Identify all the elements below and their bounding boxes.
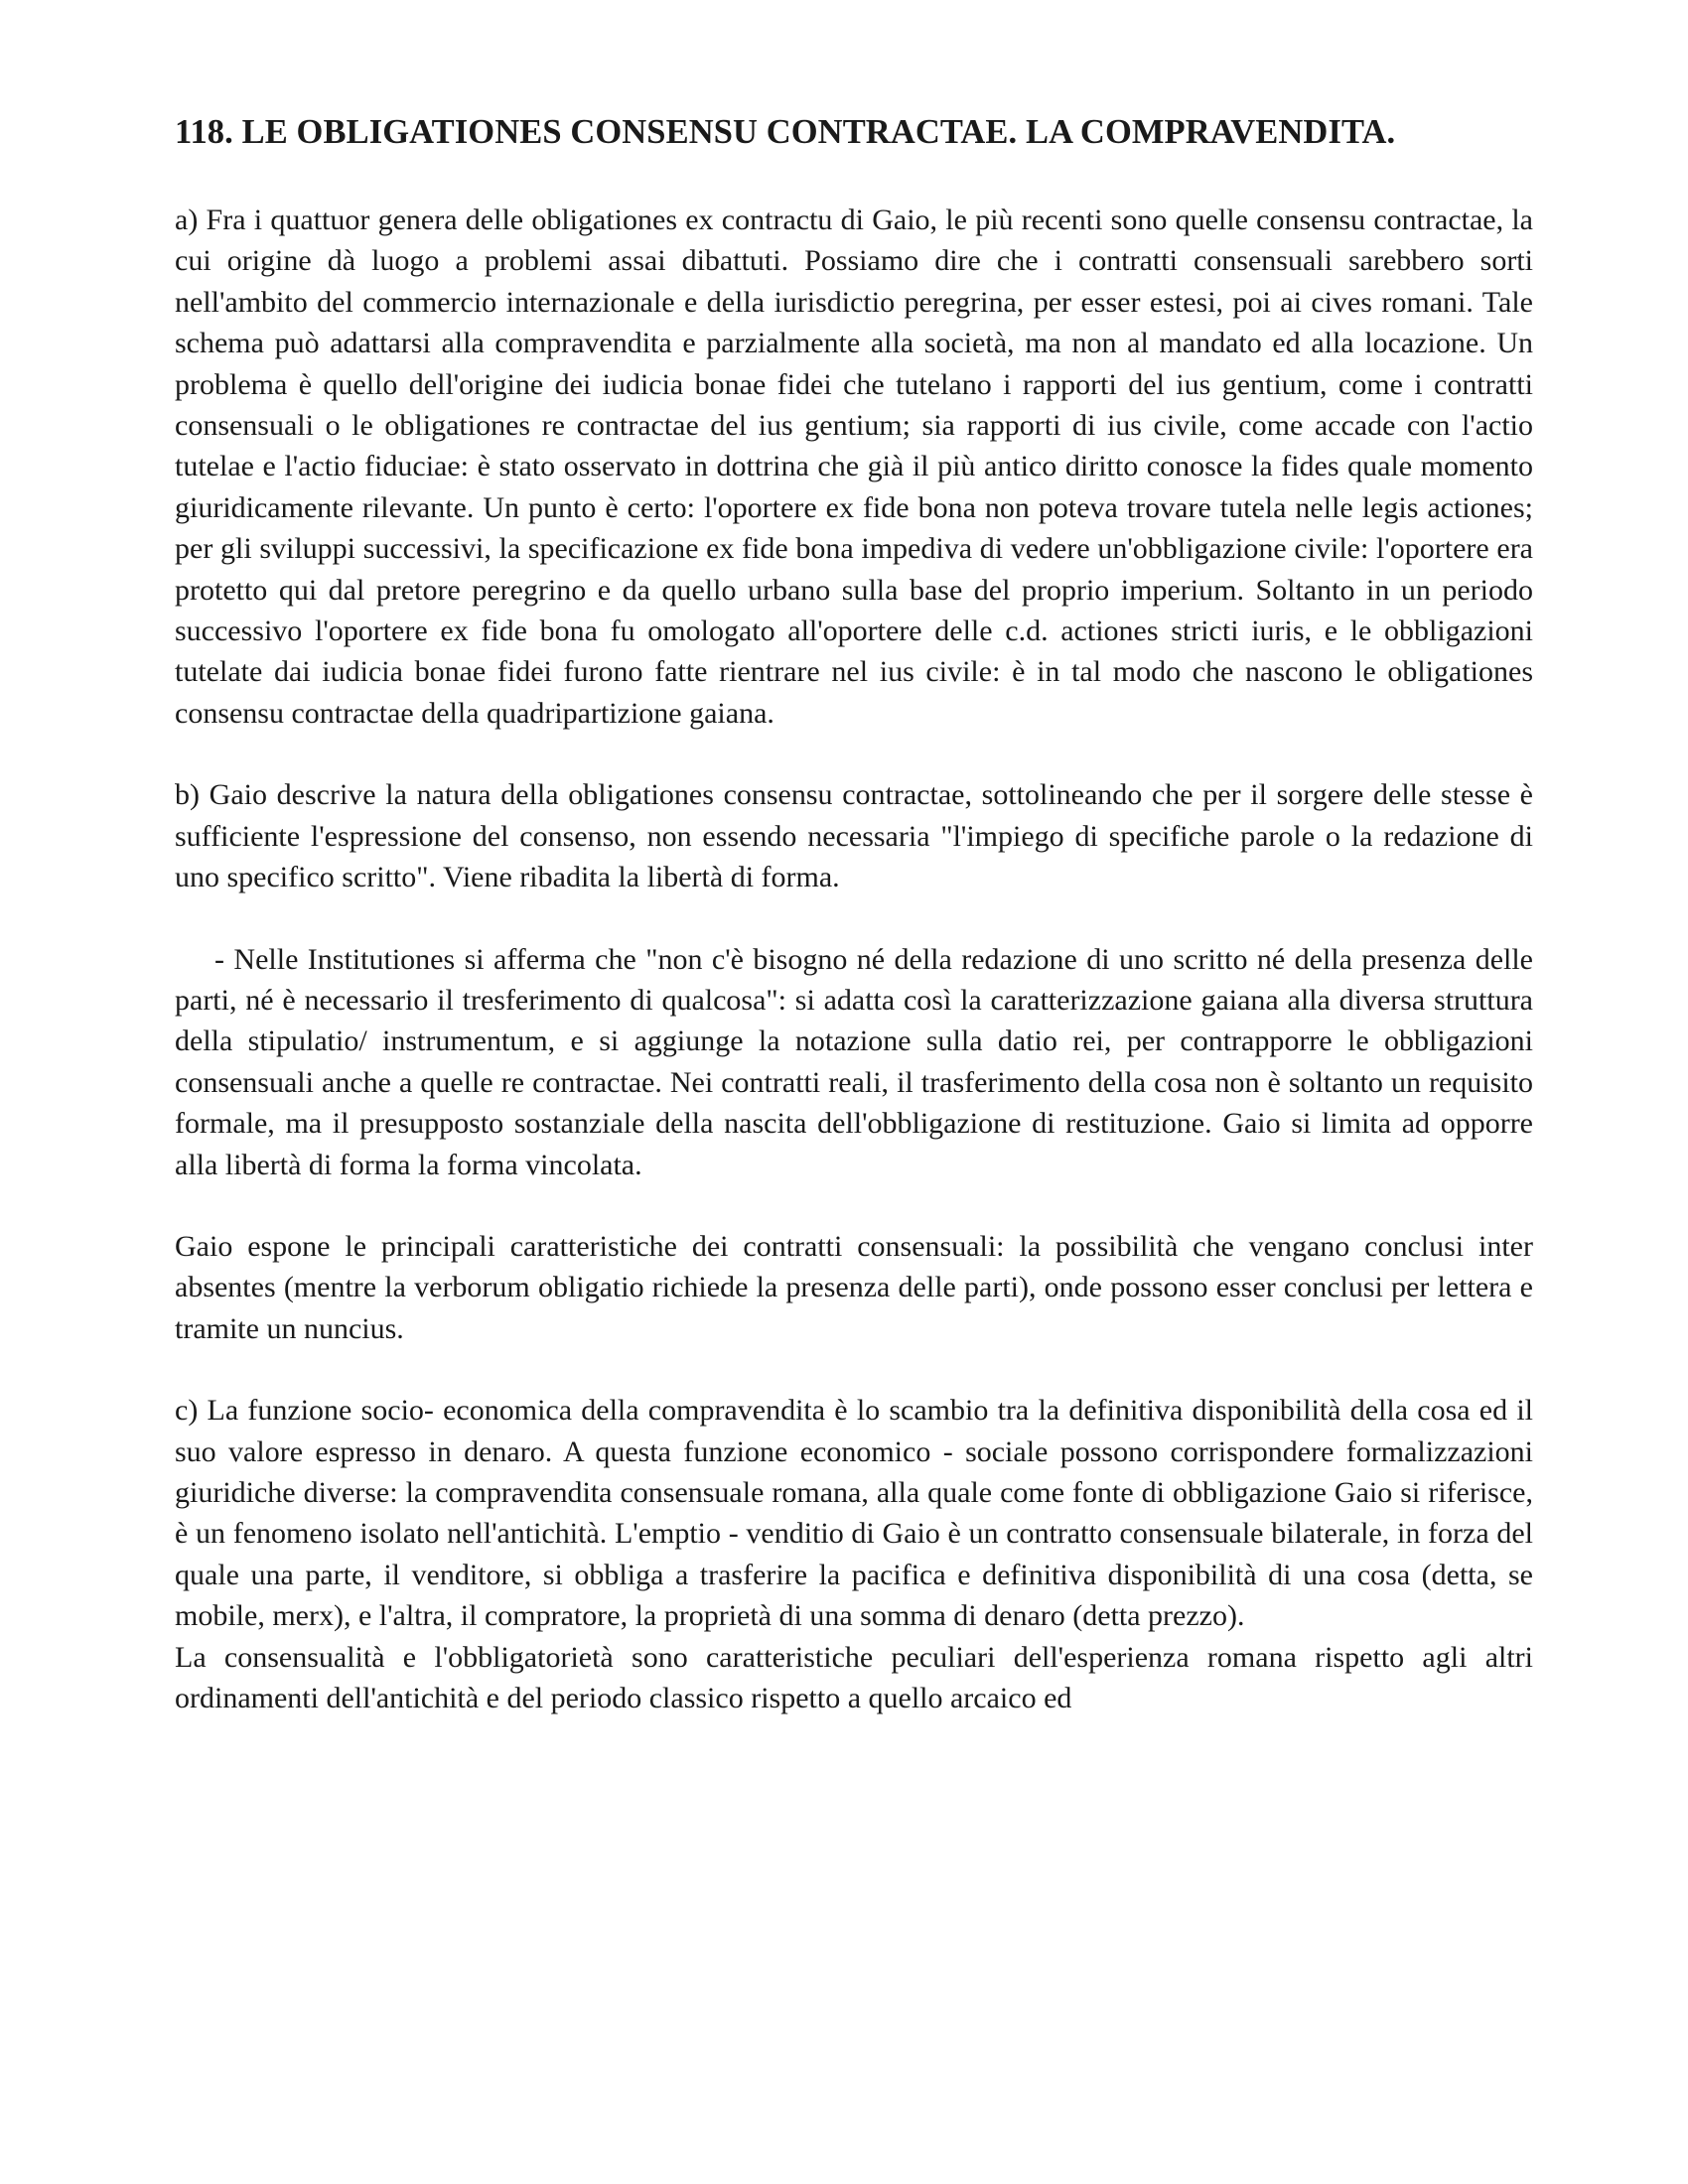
paragraph-gap (175, 1349, 1533, 1390)
paragraph-c: c) La funzione socio- economica della compravendita è lo scambio tra la definitiva disponibilità della cosa ed il suo valore espresso in denaro. A questa funzione economico - sociale possono corrispondere formalizzazioni giuridiche diverse: la compravendita consensuale romana, alla quale come fonte di obbligazione Gaio si riferisce, è un fenomeno isolato nell'antichità. L'emptio - venditio di Gaio è un contratto consensuale bilaterale, in forza del quale una parte, il venditore, si obbliga a trasferire la pacifica e definitiva disponibilità di una cosa (detta, se mobile, merx), e l'altra, il compratore, la proprietà di una somma di denaro (detta prezzo). (175, 1394, 1533, 1633)
paragraph-institutiones: - Nelle Institutiones si afferma che "non c'è bisogno né della redazione di uno scritto né della presenza delle parti, né è necessario il tresferimento di qualcosa": si adatta così la caratterizzazione gaiana alla diversa struttura della stipulatio/ instrumentum, e si aggiunge la notazione sulla datio rei, per contrapporre le obbligazioni consensuali anche a quelle re contractae. Nei contratti reali, il trasferimento della cosa non è soltanto un requisito formale, ma il presupposto sostanziale della nascita dell'obbligazione di restituzione. Gaio si limita ad opporre alla libertà di forma la forma vincolata. (175, 942, 1533, 1181)
paragraph-caratteristiche: Gaio espone le principali caratteristiche dei contratti consensuali: la possibilità che vengano conclusi inter absentes (mentre la verborum obligatio richiede la presenza delle parti), onde possono esser conclusi per lettera e tramite un nuncius. (175, 1229, 1533, 1345)
paragraph-consensualita: La consensualità e l'obbligatorietà sono caratteristiche peculiari dell'esperienza romana rispetto agli altri ordinamenti dell'antichità e del periodo classico rispetto a quello arcaico ed (175, 1640, 1533, 1714)
paragraph-gap (175, 734, 1533, 774)
paragraph-gap (175, 898, 1533, 939)
paragraph-a: a) Fra i quattuor genera delle obligationes ex contractu di Gaio, le più recenti sono quelle consensu contractae, la cui origine dà luogo a problemi assai dibattuti. Possiamo dire che i contratti consensuali sarebbero sorti nell'ambito del commercio internazionale e della iurisdictio peregrina, per esser estesi, poi ai cives romani. Tale schema può adattarsi alla compravendita e parzialmente alla società, ma non al mandato ed alla locazione. Un problema è quello dell'origine dei iudicia bonae fidei che tutelano i rapporti del ius gentium, come i contratti consensuali o le obligationes re contractae del ius gentium; sia rapporti di ius civile, come accade con l'actio tutelae e l'actio fiduciae: è stato osservato in dottrina che già il più antico diritto conosce la fides quale momento giuridicamente rilevante. Un punto è certo: l'oportere ex fide bona non poteva trovare tutela nelle legis actiones; per gli sviluppi successivi, la specificazione ex fide bona impediva di vedere un'obbligazione civile: l'oportere era protetto qui dal pretore peregrino e da quello urbano sulla base del proprio imperium. Soltanto in un periodo successivo l'oportere ex fide bona fu omologato all'oportere delle c.d. actiones stricti iuris, e le obbligazioni tutelate dai iudicia bonae fidei furono fatte rientrare nel ius civile: è in tal modo che nascono le obligationes consensu contractae della quadripartizione gaiana. (175, 204, 1533, 730)
paragraph-gap (175, 1185, 1533, 1226)
document-page (175, 111, 1533, 1718)
page-title: 118. LE OBLIGATIONES CONSENSU CONTRACTAE. LA COMPRAVENDITA. (175, 113, 1396, 151)
paragraph-b: b) Gaio descrive la natura della obligationes consensu contractae, sottolineando che per il sorgere delle stesse è sufficiente l'espressione del consenso, non essendo necessaria "l'impiego di specifiche parole o la redazione di uno specifico scritto". Viene ribadita la libertà di forma. (175, 778, 1533, 894)
